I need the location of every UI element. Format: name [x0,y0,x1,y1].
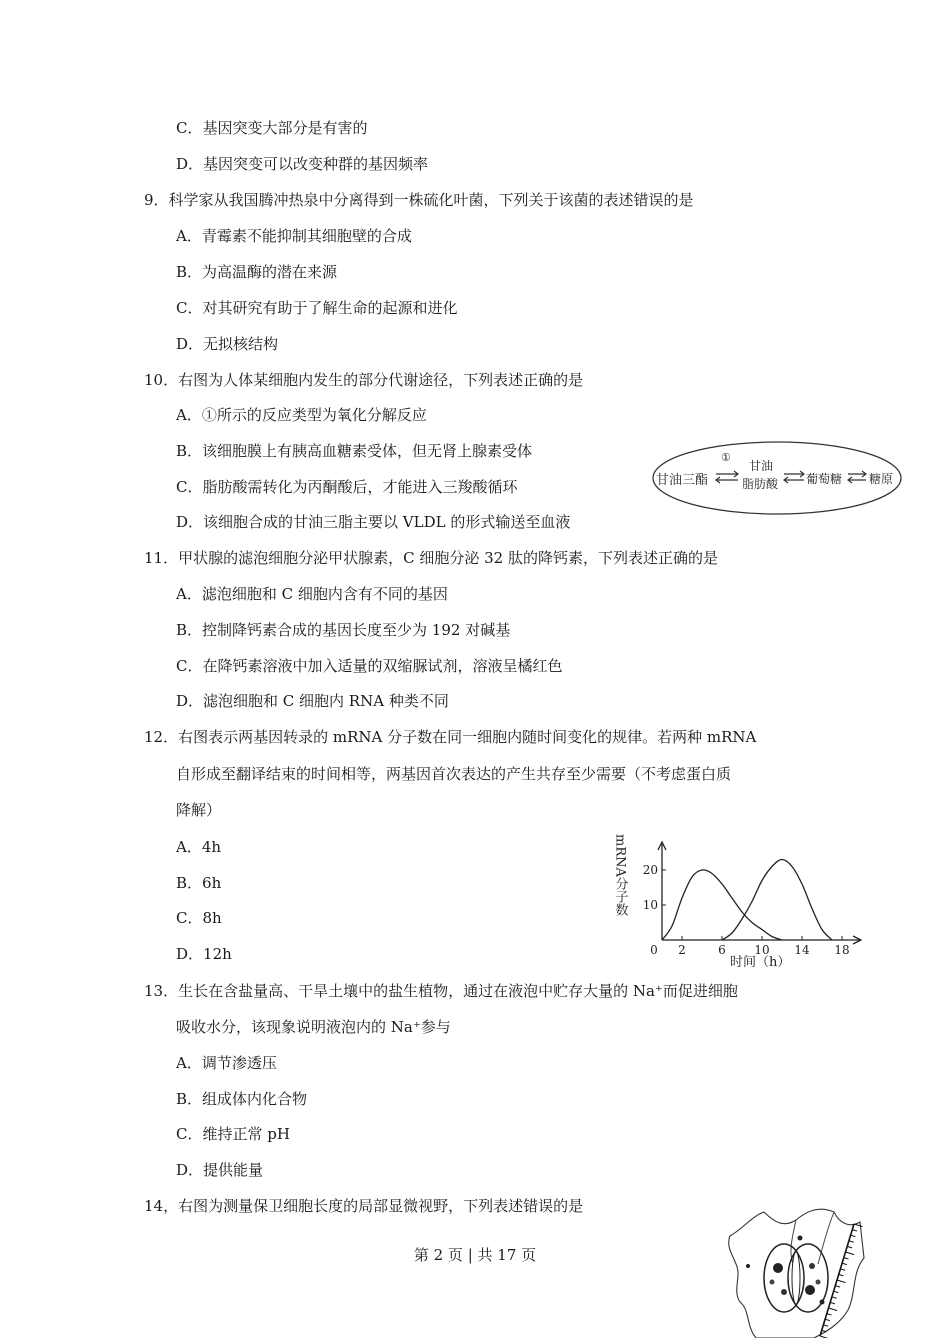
guard-cell-microscope-view [722,1198,872,1338]
scale-tick [829,1308,838,1311]
q10-option-b: B．该细胞膜上有胰高血糖素受体，但无肾上腺素受体 [176,442,533,460]
q9-option-d: D．无拟核结构 [176,335,279,353]
series-line-gene1 [662,870,782,940]
q13-stem: 13．生长在含盐量高、干旱土壤中的盐生植物，通过在液泡中贮存大量的 Na⁺而促进细胞 [144,982,738,1000]
pathway-arrow-3 [848,471,866,483]
pathway-node-glucose: 葡萄糖 [806,472,843,486]
scale-tick [834,1291,839,1292]
q12-stem-line3: 降解） [176,801,222,819]
scale-tick [854,1224,863,1227]
q10-stem: 10．右图为人体某细胞内发生的部分代谢途径，下列表述正确的是 [144,371,584,389]
scale-tick [827,1314,832,1315]
q8-option-d: D．基因突变可以改变种群的基因频率 [176,155,429,173]
q12-stem-line2: 自形成至翻译结束的时间相等，两基因首次表达的产生共存至少需要（不考虑蛋白质 [176,765,732,783]
q11-option-a: A．滤泡细胞和 C 细胞内含有不同的基因 [176,585,448,603]
pathway-node-fatty-acid: 脂肪酸 [742,477,779,491]
q8-option-c: C．基因突变大部分是有害的 [176,119,368,137]
pathway-step-label: ① [721,451,731,464]
q9-option-a: A．青霉素不能抑制其细胞壁的合成 [176,227,412,245]
q10-option-c: C．脂肪酸需转化为丙酮酸后，才能进入三羧酸循环 [176,478,518,496]
x-tick-label: 14 [794,943,810,957]
scale-tick [835,1286,840,1287]
x-tick-label: 18 [834,943,850,957]
q14-stem: 14，右图为测量保卫细胞长度的局部显微视野，下列表述错误的是 [144,1197,584,1215]
q9-option-b: B．为高温酶的潜在来源 [176,263,338,281]
q11-stem: 11．甲状腺的滤泡细胞分泌甲状腺素，C 细胞分泌 32 肽的降钙素，下列表述正确的是 [144,549,718,567]
q9-option-c: C．对其研究有助于了解生命的起源和进化 [176,299,458,317]
q13-option-c: C．维持正常 pH [176,1125,290,1143]
footer-total-pages: 共 17 页 [477,1246,537,1264]
y-tick-label: 10 [642,898,658,912]
scale-tick [830,1302,835,1303]
q12-option-d: D．12h [176,945,232,963]
x-tick-label: 2 [678,943,686,957]
q12-stem: 12．右图表示两基因转录的 mRNA 分子数在同一细胞内随时间变化的规律。若两种 mRNA [144,728,757,746]
q13-stem-line2: 吸收水分，该现象说明液泡内的 Na⁺参与 [176,1018,451,1036]
pathway-node-glycerol: 甘油 [749,459,774,473]
q13-option-a: A．调节渗透压 [176,1054,277,1072]
pathway-node-glycogen: 糖原 [869,472,894,486]
scale-tick [820,1336,829,1338]
scale-tick [822,1330,827,1331]
q10-option-a: A．①所示的反应类型为氧化分解反应 [176,406,427,424]
series-line-gene2 [722,860,832,941]
pathway-arrow-1 [716,471,738,483]
pathway-arrow-2 [784,471,804,483]
x-tick-label: 10 [754,943,770,957]
q9-stem: 9．科学家从我国腾冲热泉中分离得到一株硫化叶菌，下列关于该菌的表述错误的是 [144,191,694,209]
q12-option-c: C．8h [176,909,222,927]
scale-tick [832,1297,837,1298]
page-footer [0,1244,950,1265]
q11-option-c: C．在降钙素溶液中加入适量的双缩脲试剂，溶液呈橘红色 [176,657,563,675]
pathway-node-triglyceride: 甘油三酯 [656,473,709,488]
q13-option-d: D．提供能量 [176,1161,264,1179]
x-tick-label: 6 [718,943,726,957]
scale-tick [849,1241,854,1242]
scale-tick [840,1269,845,1270]
scale-tick [823,1325,828,1326]
scale-tick [852,1230,857,1231]
q12-option-a: A．4h [176,838,222,856]
scale-tick [851,1235,856,1236]
scale-tick [825,1319,830,1320]
q11-option-d: D．滤泡细胞和 C 细胞内 RNA 种类不同 [176,692,449,710]
q10-option-d: D．该细胞合成的甘油三脂主要以 VLDL 的形式输送至血液 [176,513,571,531]
footer-separator: | [462,1246,478,1264]
q13-option-b: B．组成体内化合物 [176,1090,308,1108]
chart-xlabel: 时间（h） [730,955,791,970]
x-tick-label: 0 [650,943,658,957]
scale-tick [837,1280,846,1283]
metabolic-pathway-diagram [650,438,904,518]
footer-page-number: 第 2 页 [413,1246,463,1264]
mrna-time-chart [612,828,874,972]
q12-option-b: B．6h [176,874,222,892]
chart-ylabel: mRNA分子数 [612,834,628,916]
scale-tick [839,1274,844,1275]
y-tick-label: 20 [642,863,658,877]
q11-option-b: B．控制降钙素合成的基因长度至少为 192 对碱基 [176,621,511,639]
